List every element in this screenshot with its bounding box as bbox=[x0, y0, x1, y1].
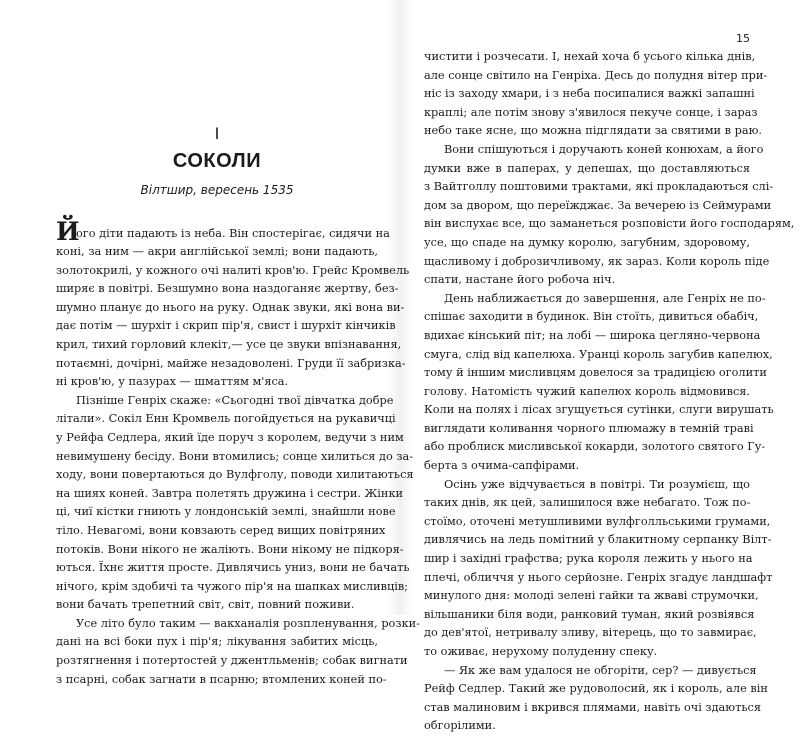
text-line: тіло. Невагомі, вони ковзають серед вищих повітряних bbox=[56, 523, 386, 537]
text-line: берта з очима-сапфірами. bbox=[424, 459, 580, 473]
text-line: вдихає кінський піт; на лобі — широка цеглянo-червона bbox=[424, 328, 761, 342]
text-line: ого діти падають із неба. Він спостерігає, сидячи на bbox=[76, 227, 390, 240]
text-line: ні кров'ю, у пазурах — шматтям м'яса. bbox=[56, 375, 289, 389]
text-line: невимушену бесіду. Вони втомились; сонце хилиться до за- bbox=[56, 449, 414, 463]
text-line: спішає заходити в будинок. Він стоїть, дивиться обабіч, bbox=[424, 310, 759, 324]
text-line: золотокрилі, у кожного очі налиті кров'ю. Грейс Кромвель bbox=[56, 263, 410, 277]
text-line: вони бачать трепетний світ, світ, повний поживи. bbox=[56, 598, 355, 612]
text-line: розтягнення і потертостей у джентльменів; собак вигнати bbox=[56, 654, 408, 668]
text-line: дає потім — шурхіт і скрип пір'я, свист і шурхіт кінчиків bbox=[56, 319, 396, 333]
text-line: літали». Сокіл Енн Кромвель погойдується на рукавичці bbox=[56, 412, 396, 426]
text-line: усе, що спаде на думку королю, загубним, здоровому, bbox=[424, 235, 750, 249]
text-line: дом за двором, що переїжджає. За вечерею із Сеймурами bbox=[424, 198, 772, 212]
chapter-title: СОКОЛИ bbox=[172, 150, 262, 172]
text-line: шир і західні графства; рука короля лежить у нього на bbox=[424, 552, 753, 566]
first-line bbox=[56, 217, 390, 246]
text-line: нічого, крім здобичі та чужого пір'я на шапках мисливців; bbox=[56, 579, 409, 593]
text-line: День наближається до завершення, але Генріх не по- bbox=[444, 291, 766, 305]
text-line: шумно планує до нього на руку. Однак звуки, які вона ви- bbox=[56, 300, 405, 314]
text-line: з Вайтголлу поштовими трактами, які прокладаються слі- bbox=[424, 180, 774, 194]
text-line: крил, тихий горловий клекіт,— усе це звуки впізнавання, bbox=[56, 337, 402, 351]
page-number: 15 bbox=[736, 32, 750, 45]
text-line: Усе літо було таким — вакханалія розпленування, розки- bbox=[76, 616, 420, 630]
text-line: ніс із заходу хмари, і з неба посипалися важкі запашні bbox=[424, 87, 755, 101]
text-line: щасливому і доброзичливому, як зараз. Коли король піде bbox=[424, 254, 770, 268]
text-line: спати, настане його робоча ніч. bbox=[424, 273, 616, 287]
text-line: таких днів, як цей, залишилося вже небагато. Тож по- bbox=[424, 496, 751, 510]
text-line: плечі, обличчя у нього серйозне. Генріх згадує ландшафт bbox=[424, 570, 773, 584]
text-line: думки вже в паперах, у депешах, що доставляються bbox=[424, 161, 750, 175]
text-line: минулого дня: молоді зелені гайки та жваві струмочки, bbox=[424, 589, 759, 603]
text-line: обгорілими. bbox=[424, 719, 496, 733]
text-line: дані на всі боки пух і пір'я; лікування забитих місць, bbox=[56, 635, 378, 649]
text-line: ширяє в повітрі. Безшумно вона наздоганяє жертву, без- bbox=[56, 282, 399, 296]
text-line: Коли на полях і лісах згущується сутінки, слуги вирушать bbox=[424, 403, 774, 417]
text-line: вільшаники біля води, ранковий туман, який розвіявся bbox=[424, 607, 755, 621]
chapter-number: I bbox=[214, 124, 220, 143]
text-line: але сонце світило на Генріха. Десь до полудня вітер при- bbox=[424, 68, 768, 82]
text-line: стоїмо, оточені метушливими вулфголльськими грумами, bbox=[424, 514, 771, 528]
right-page-body bbox=[424, 48, 795, 736]
text-line: Пізніше Генріх скаже: «Сьогодні твої дівчатка добре bbox=[76, 393, 394, 407]
text-line: Вони спішуються і доручають коней конюхам, а його bbox=[444, 142, 764, 156]
text-line: потаємні, дочірні, майже незадоволені. Груди її забризка- bbox=[56, 356, 406, 370]
text-line: він вислухає все, що заманеться розповісти його господарям, bbox=[424, 217, 795, 231]
text-line: Осінь уже відчувається в повітрі. Ти розумієш, що bbox=[444, 477, 750, 491]
text-line: смуга, слід від капелюха. Уранці король загубив капелюх, bbox=[424, 347, 773, 361]
text-line: на шиях коней. Завтра полетять дружина і сестри. Жінки bbox=[56, 486, 404, 500]
text-line: краплі; але потім знову з'явилося пекуче сонце, і зараз bbox=[424, 105, 758, 119]
chapter-subtitle: Вілтшир, вересень 1535 bbox=[140, 183, 294, 197]
text-line: або проблиск мисливської кокарди, золотого святого Гу- bbox=[424, 440, 766, 454]
text-line: Рейф Седлер. Такий же рудоволосий, як і король, але він bbox=[424, 682, 768, 696]
text-line: то оживає, нерухому полуденну спеку. bbox=[424, 645, 658, 658]
text-line: ці, чиї кістки гниють у лондонській землі, знайшли нове bbox=[56, 505, 396, 519]
text-line: голову. Натомість чужий капелюх король відмовився. bbox=[424, 384, 750, 398]
text-line: коні, за ним — акри англійської землі; вони падають, bbox=[56, 245, 378, 258]
text-line: виглядати коливання чорного плюмажу в темній траві bbox=[424, 421, 754, 435]
text-line: у Рейфа Седлера, який їде поруч з королем, ведучи з ним bbox=[56, 430, 404, 444]
text-line: до дев'ятої, нетривалу зливу, вітерець, що то завмирає, bbox=[424, 626, 757, 640]
text-line: небо таке ясне, що можна підглядати за святими в раю. bbox=[424, 124, 763, 138]
text-line: потоків. Вони нікого не жаліють. Вони нікому не підкоря- bbox=[56, 542, 404, 556]
text-line: став малиновим і вкрився плямами, навіть очі здаються bbox=[424, 700, 761, 714]
text-line: ються. Їхнє життя просте. Дивлячись униз, вони не бачать bbox=[56, 561, 410, 575]
text-line: — Як же вам удалося не обгоріти, сер? — дивується bbox=[444, 663, 757, 677]
left-page-body bbox=[56, 217, 420, 689]
text-line: тому й іншим мисливцям довелося за традицією оголити bbox=[424, 366, 767, 380]
text-line: чистити і розчесати. І, нехай хоча б усього кілька днів, bbox=[424, 50, 756, 63]
text-line: дивлячись на ледь помітний у блакитному серпанку Вілт- bbox=[424, 533, 772, 547]
drop-cap: Й bbox=[56, 217, 80, 246]
text-line: ходу, вони повертаються до Вулфголу, поводи хилитаються bbox=[56, 468, 414, 482]
text-line: з псарні, собак загнати в псарню; втомлених коней по- bbox=[56, 672, 387, 686]
